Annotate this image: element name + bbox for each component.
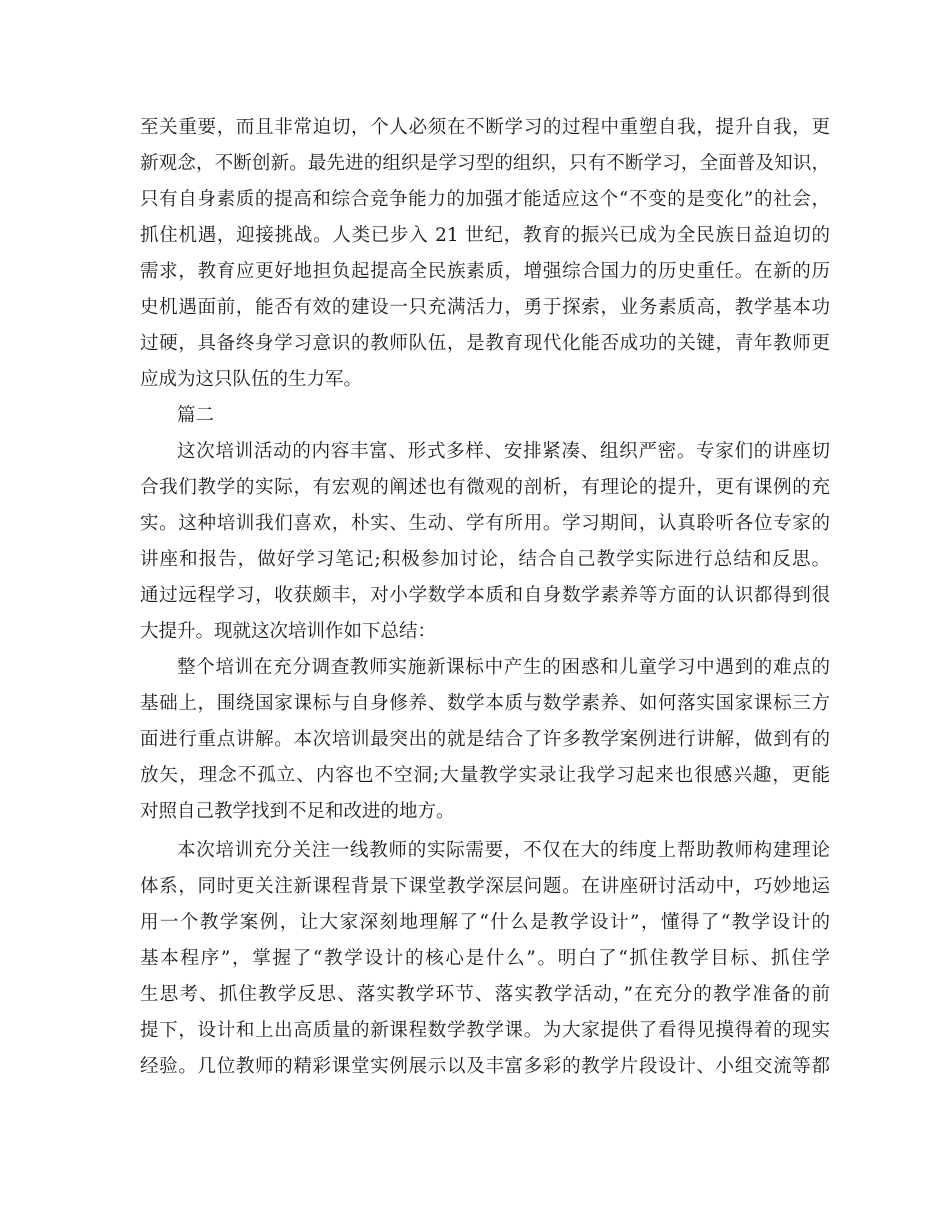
text-line: 合我们教学的实际，有宏观的阐述也有微观的剖析，有理论的提升，更有课例的充 [140,477,830,498]
text-line: 抓住机遇，迎接挑战。人类已步入 21 世纪，教育的振兴已成为全民族日益迫切的 [140,225,830,246]
text-line: 面进行重点讲解。本次培训最突出的就是结合了许多教学案例进行讲解，做到有的 [140,729,830,750]
text-line: 基础上，围绕国家课标与自身修养、数学本质与数学素养、如何落实国家课标三方 [140,693,830,714]
section-heading: 篇二 [177,405,215,426]
text-line: 经验。几位教师的精彩课堂实例展示以及丰富多彩的教学片段设计、小组交流等都 [140,1056,830,1077]
text-line: 本次培训充分关注一线教师的实际需要，不仅在大的纬度上帮助教师构建理论 [177,840,830,861]
text-line: 生思考、抓住教学反思、落实教学环节、落实教学活动，”在充分的教学准备的前 [140,984,830,1005]
text-line: 基本程序”，掌握了“教学设计的核心是什么”。明白了“抓住教学目标、抓住学 [140,948,830,969]
text-line: 新观念，不断创新。最先进的组织是学习型的组织，只有不断学习，全面普及知识， [140,153,830,174]
text-line: 放矢，理念不孤立、内容也不空洞;大量教学实录让我学习起来也很感兴趣，更能 [140,765,830,786]
text-line: 史机遇面前，能否有效的建设一只充满活力，勇于探索，业务素质高，教学基本功 [140,297,830,318]
text-line: 体系，同时更关注新课程背景下课堂教学深层问题。在讲座研讨活动中，巧妙地运 [140,876,830,897]
text-line: 这次培训活动的内容丰富、形式多样、安排紧凑、组织严密。专家们的讲座切 [177,441,830,462]
text-line: 用一个教学案例，让大家深刻地理解了“什么是教学设计”，懂得了“教学设计的 [140,912,830,933]
text-line: 只有自身素质的提高和综合竞争能力的加强才能适应这个“不变的是变化”的社会， [140,189,830,210]
text-line: 对照自己教学找到不足和改进的地方。 [140,801,455,822]
text-line: 讲座和报告，做好学习笔记;积极参加讨论，结合自己教学实际进行总结和反思。 [140,549,830,570]
text-line: 实。这种培训我们喜欢，朴实、生动、学有所用。学习期间，认真聆听各位专家的 [140,513,830,534]
text-line: 应成为这只队伍的生力军。 [140,369,363,390]
text-line: 过硬，具备终身学习意识的教师队伍，是教育现代化能否成功的关键，青年教师更 [140,333,830,354]
text-line: 大提升。现就这次培训作如下总结： [140,621,437,642]
text-line: 提下，设计和上出高质量的新课程数学教学课。为大家提供了看得见摸得着的现实 [140,1020,830,1041]
text-line: 需求，教育应更好地担负起提高全民族素质，增强综合国力的历史重任。在新的历 [140,261,830,282]
text-line: 至关重要，而且非常迫切，个人必须在不断学习的过程中重塑自我，提升自我，更 [140,117,830,138]
text-line: 整个培训在充分调查教师实施新课标中产生的困惑和儿童学习中遇到的难点的 [177,657,830,678]
text-line: 通过远程学习，收获颇丰，对小学数学本质和自身数学素养等方面的认识都得到很 [140,585,830,606]
